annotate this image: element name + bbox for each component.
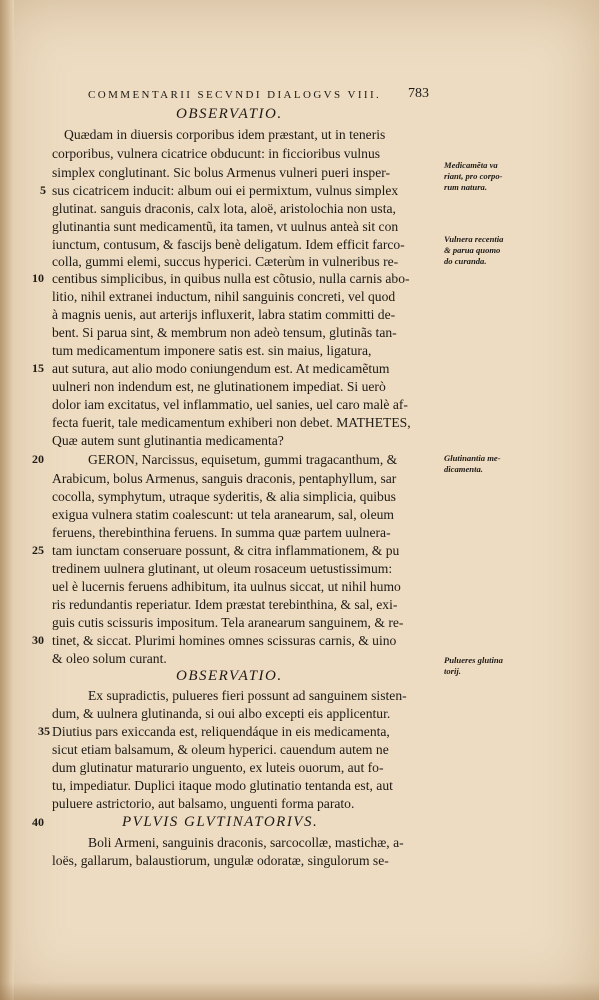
text-line: bent. Si parua sint, & membrum non adeò tensum, glutinãs tan- [52,325,397,340]
text-line: Quæ autem sunt glutinantia medicamenta? [52,433,284,448]
marginal-note: Vulnera recentia & parua quomo do curanda. [444,234,504,266]
line-number: 40 [32,815,44,829]
text-line: dolor iam excitatus, vel inflammatio, uel sanies, uel caro malè af- [52,397,408,412]
line-number: 15 [32,361,44,375]
text-line: feruens, therebinthina feruens. In summa quæ partem uulnera- [52,525,391,540]
text-line: uulneri non indendum est, ne glutinationem impediat. Si uerò [52,379,386,394]
text-line: fecta fuerit, tale medicamentum exhiberi non debet. MATHETES, [52,415,411,430]
section-heading: OBSERVATIO. [176,106,283,122]
line-number: 10 [32,271,44,285]
text-line: glutinat. sanguis draconis, calx lota, aloë, aristolochia non usta, [52,201,396,216]
page-fold-shadow [0,0,14,1000]
text-line: aut sutura, aut alio modo coniungendum est. At medicamẽtum [52,361,390,376]
text-line: dum glutinatur maturario unguento, ex luteis ouorum, aut fo- [52,760,384,775]
text-line: tam iunctam conseruare possunt, & citra inflammationem, & pu [52,543,400,558]
line-number: 25 [32,543,44,557]
text-line: & oleo solum curant. [52,651,167,666]
text-line: Arabicum, bolus Armenus, sanguis draconis, pentaphyllum, sar [52,471,397,486]
text-line: corporibus, vulnera cicatrice obducunt: in ficcioribus vulnus [52,146,381,161]
text-line: dum, & uulnera glutinanda, si oui albo excepti eis applicentur. [52,706,391,721]
marginal-note: Medicamẽta va riant, pro corpo- rum natura. [444,160,503,192]
text-line: guis cutis scissuris impositum. Tela aranearum sanguinem, & re- [52,615,404,630]
line-number: 35 [38,724,50,738]
text-line: tinet, & siccat. Plurimi homines omnes scissuras carnis, & uino [52,633,397,648]
text-line: tredinem uulnera glutinant, ut oleum rosaceum uetustissimum: [52,561,393,576]
page-number: 783 [408,86,429,101]
text-line: colla, gummi elemi, succus hyperici. Cæterùm in vulneribus re- [52,254,399,269]
text-line: ris redundantis reperiatur. Idem præstat terebinthina, & sal, exi- [52,597,398,612]
text-line: cocolla, symphytum, utraque syderitis, & alia simplicia, quibus [52,489,396,504]
marginal-note: Pulueres glutina torij. [444,655,503,676]
line-number: 5 [40,183,46,197]
line-number: 20 [32,452,44,466]
text-line: Quædam in diuersis corporibus idem præstant, ut in teneris [64,127,386,142]
text-line: glutinantia sunt medicamentũ, ita tamen, vt uulnus anteà sit con [52,219,399,234]
text-line: tum medicamentum imponere satis est. sin maius, ligatura, [52,343,372,358]
page-bottom-shadow [0,982,599,1000]
running-head: COMMENTARII SECVNDI DIALOGVS VIII. [88,89,382,101]
text-line: Boli Armeni, sanguinis draconis, sarcocollæ, mastichæ, a- [88,835,404,850]
section-heading: OBSERVATIO. [176,668,283,684]
text-line: loës, gallarum, balaustiorum, ungulæ odoratæ, singulorum se- [52,853,389,868]
text-line: sus cicatricem inducit: album oui ei permixtum, vulnus simplex [52,183,399,198]
text-line: sicut etiam balsamum, & oleum hyperici. cauendum autem ne [52,742,389,757]
text-line: exigua vulnera statim coalescunt: ut tela aranearum, sal, oleum [52,507,394,522]
line-number: 30 [32,633,44,647]
text-line: simplex conglutinant. Sic bolus Armenus vulneri pueri insper- [52,165,391,180]
text-line: puluere astrictorio, aut balsamo, unguenti forma parato. [52,796,355,811]
text-line: uel è lucernis feruens adhibitum, ita uulnus siccat, ut nihil humo [52,579,401,594]
text-line: Diutius pars exiccanda est, reliquendáque in eis medicamenta, [52,724,390,739]
text-line: à magnis uenis, aut arterijs influxerit, labra statim committi de- [52,307,396,322]
marginal-note: Glutinantia me- dicamenta. [444,453,501,474]
text-line: Ex supradictis, pulueres fieri possunt ad sanguinem sisten- [88,688,407,703]
section-heading: PVLVIS GLVTINATORIVS. [122,814,319,830]
text-line: litio, nihil extranei inductum, nihil sanguinis concreti, vel quod [52,289,396,304]
text-line: iunctum, contusum, & fascijs benè deligatum. Idem efficit farco- [52,237,405,252]
text-line: tu, impediatur. Duplici itaque modo glutinatio tentanda est, aut [52,778,393,793]
text-line: GERON, Narcissus, equisetum, gummi tragacanthum, & [88,452,398,467]
text-line: centibus simplicibus, in quibus nulla est cõtusio, nulla carnis abo- [52,271,410,286]
